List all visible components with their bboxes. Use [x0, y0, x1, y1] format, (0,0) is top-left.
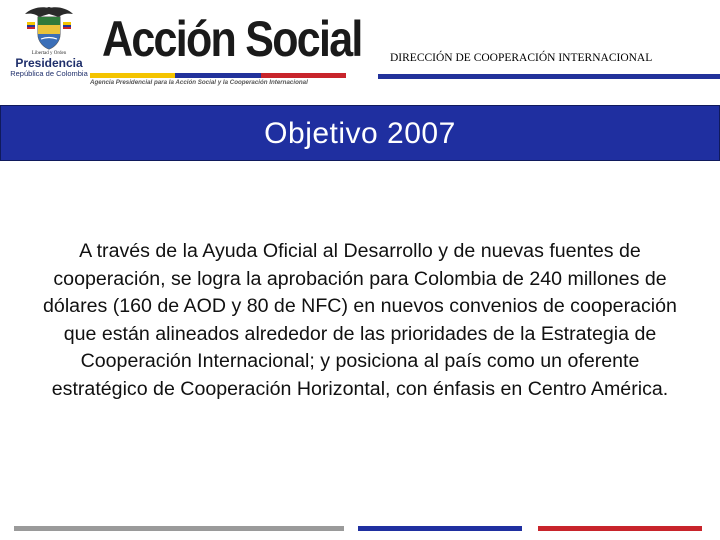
header-divider — [378, 74, 720, 79]
logo-flag-stripes — [90, 73, 346, 78]
logo-tagline: Agencia Presidencial para la Acción Social y la Cooperación Internacional — [90, 79, 308, 86]
colombia-coat-of-arms-icon — [21, 4, 77, 52]
footer-stripe-red — [538, 526, 702, 531]
accion-social-logo — [88, 8, 362, 90]
footer-stripe-blue — [358, 526, 522, 531]
logo-wordmark: Acción Social — [102, 11, 362, 67]
body-paragraph: A través de la Ayuda Oficial al Desarrollo y de nuevas fuentes de cooperación, se logra la aprobación para Colombia de 240 millones de dólares (160 de AOD y 80 de NFC) en nuevos convenios de cooperación que están alineados alrededor de las prioridades de la Estrategia de Cooperación Internacional; y posiciona al país como un oferente estratégico de Cooperación Horizontal, con énfasis en Centro América. — [43, 240, 677, 400]
motto-ribbon: Libertad y Orden — [31, 51, 67, 56]
presidency-logo — [6, 4, 92, 88]
footer-stripe-gray — [14, 526, 344, 531]
title-banner — [0, 105, 720, 161]
presidency-subtitle: República de Colombia — [10, 69, 88, 78]
directorate-heading: DIRECCIÓN DE COOPERACIÓN INTERNACIONAL — [390, 52, 653, 64]
presidency-name: Presidencia — [15, 56, 83, 70]
slide-title: Objetivo 2007 — [264, 117, 456, 150]
